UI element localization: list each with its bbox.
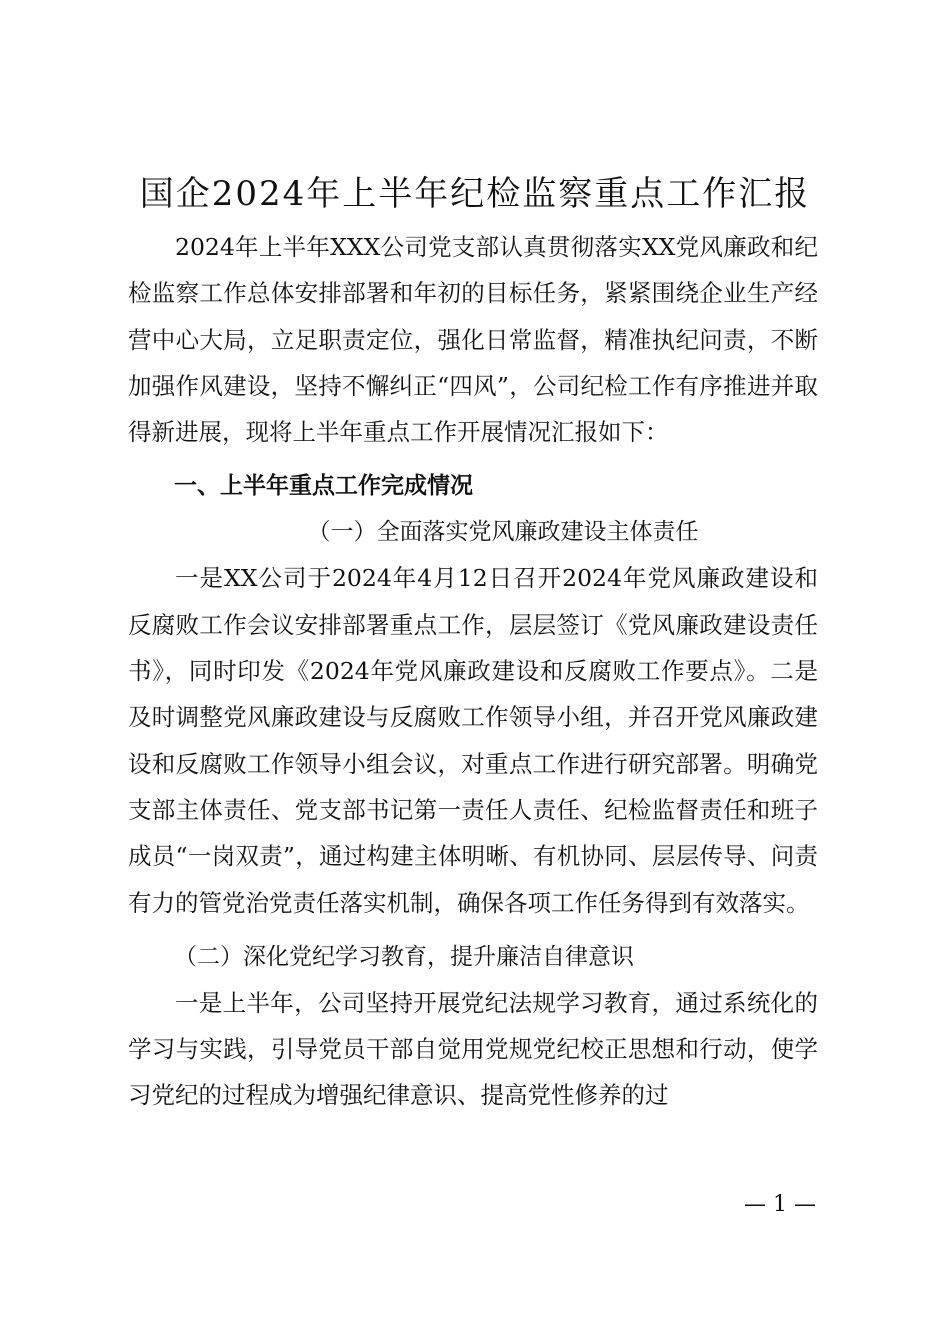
intro-paragraph: 2024年上半年XXX公司党支部认真贯彻落实XX党风廉政和纪检监察工作总体安排部署和年初的目标任务，紧紧围绕企业生产经营中心大局，立足职责定位，强化日常监督，精准执纪问责，不断加强作风建设，坚持不懈纠正“四风”，公司纪检工作有序推进并取得新进展，现将上半年重点工作开展情况汇报如下： [128, 233, 818, 447]
subsection-1-paragraph: 一是XX公司于2024年4月12日召开2024年党风廉政建设和反腐败工作会议安排部署重点工作，层层签订《党风廉政建设责任书》，同时印发《2024年党风廉政建设和反腐败工作要点》。二是及时调整党风廉政建设与反腐败工作领导小组，并召开党风廉政建设和反腐败工作领导小组会议，对重点工作进行研究部署。明确党支部主体责任、党支部书记第一责任人责任、纪检监督责任和班子成员“一岗双责”，通过构建主体明晰、有机协同、层层传导、问责有力的管党治党责任落实机制，确保各项工作任务得到有效落实。 [128, 564, 818, 917]
page-number: — 1 — [744, 1192, 816, 1217]
section-heading-1: 一、上半年重点工作完成情况 [174, 473, 473, 500]
document-body [128, 224, 818, 1119]
document-title: 国企2024年上半年纪检监察重点工作汇报 [139, 174, 811, 214]
subsection-2-paragraph: 一是上半年，公司坚持开展党纪法规学习教育，通过系统化的学习与实践，引导党员干部自觉用党规党纪校正思想和行动，使学习党纪的过程成为增强纪律意识、提高党性修养的过 [128, 988, 818, 1110]
subsection-heading-2: （二）深化党纪学习教育，提升廉洁自律意识 [174, 943, 634, 970]
subsection-heading-1: （一）全面落实党风廉政建设主体责任 [307, 519, 699, 546]
